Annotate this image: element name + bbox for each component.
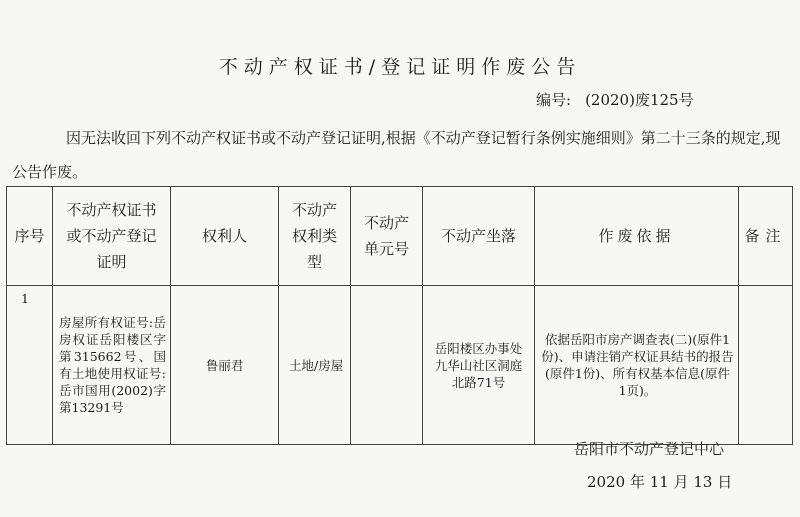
header-type: 不动产权利类型 (279, 187, 351, 286)
header-seq: 序号 (7, 187, 53, 286)
header-cert: 不动产权证书或不动产登记证明 (53, 187, 171, 286)
cell-basis: 依据岳阳市房产调查表(二)(原件1份)、申请注销产权证具结书的报告(原件1份)、所有权基本信息(原件1页)。 (535, 286, 739, 445)
cell-owner: 鲁丽君 (171, 286, 279, 445)
header-note: 备注 (739, 187, 793, 286)
header-owner: 权利人 (171, 187, 279, 286)
issuer-name: 岳阳市不动产登记中心 (574, 440, 725, 458)
doc-number-label: 编号: (536, 91, 572, 109)
issue-date: 2020 年 11 月 13 日 (587, 473, 733, 491)
header-basis: 作废依据 (535, 187, 739, 286)
notice-paragraph (12, 121, 792, 189)
void-certificate-table (6, 186, 793, 445)
doc-number (536, 89, 694, 110)
cell-unit (351, 286, 423, 445)
doc-number-value: (2020)废125号 (585, 91, 694, 109)
header-unit: 不动产单元号 (351, 187, 423, 286)
notice-paragraph-text: 因无法收回下列不动产权证书或不动产登记证明,根据《不动产登记暂行条例实施细则》第二十三条的规定,现公告作废。 (12, 129, 781, 181)
cell-type: 土地/房屋 (279, 286, 351, 445)
cell-location: 岳阳楼区办事处九华山社区洞庭北路71号 (423, 286, 535, 445)
header-location: 不动产坐落 (423, 187, 535, 286)
cell-note (739, 286, 793, 445)
cell-cert: 房屋所有权证号:岳房权证岳阳楼区字第315662号、国有土地使用权证号:岳市国用(2002)字第13291号 (53, 286, 171, 445)
table-row (7, 286, 793, 445)
notice-title: 不动产权证书/登记证明作废公告 (218, 56, 582, 78)
table-header-row (7, 187, 793, 286)
cell-seq: 1 (7, 286, 53, 445)
